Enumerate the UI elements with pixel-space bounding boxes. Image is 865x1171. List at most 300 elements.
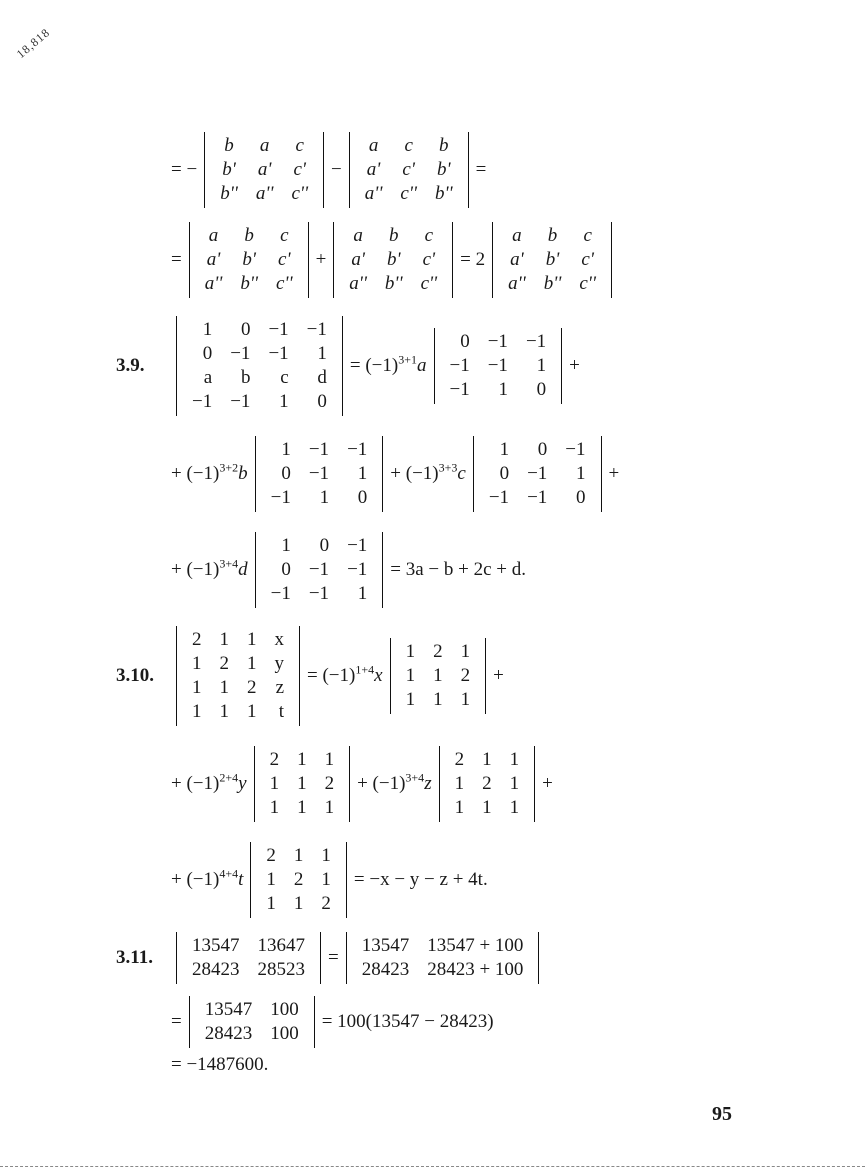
- exponent: 3+3: [438, 460, 458, 475]
- problem-3-9-line2: [168, 436, 622, 512]
- determinant-cell: 13547: [192, 935, 240, 956]
- block1-line1: [168, 132, 489, 208]
- determinant-row: [211, 134, 317, 158]
- determinant-row: [262, 486, 377, 510]
- determinant-grid: [196, 998, 308, 1046]
- determinant: [349, 132, 469, 208]
- determinant-cell: 100: [270, 1023, 299, 1044]
- determinant-cell: 1: [319, 487, 330, 508]
- plus-sign: +: [608, 463, 620, 484]
- exponent: 1+4: [355, 662, 375, 677]
- determinant-grid: [183, 628, 293, 724]
- determinant-cell: 1: [247, 653, 257, 674]
- determinant-cell: b'': [543, 273, 562, 294]
- determinant-cell: a': [510, 249, 524, 270]
- determinant-row: [446, 772, 529, 796]
- determinant-cell: −1: [449, 355, 470, 376]
- determinant-cell: a: [203, 367, 213, 388]
- equals-sign-power: [304, 662, 386, 687]
- determinant-cell: 1: [247, 701, 257, 722]
- determinant-row: [211, 182, 317, 206]
- determinant-cell: c'': [276, 273, 293, 294]
- block1-line1-prefix: = −: [171, 159, 198, 180]
- determinant-row: [196, 1022, 308, 1046]
- final-result: = −1487600.: [171, 1054, 269, 1075]
- determinant-cell: b: [547, 225, 558, 246]
- corner-stamp: 18,818: [13, 25, 53, 62]
- determinant-cell: 0: [357, 487, 368, 508]
- term-prefix: [168, 556, 251, 581]
- determinant-grid: [262, 438, 377, 510]
- determinant-cell: 2: [192, 629, 202, 650]
- determinant-cell: a: [353, 225, 363, 246]
- determinant-cell: a': [351, 249, 365, 270]
- determinant-cell: 1: [509, 797, 520, 818]
- determinant-row: [262, 438, 377, 462]
- determinant: [346, 932, 540, 984]
- determinant-row: [196, 272, 302, 296]
- determinant-cell: 1: [499, 439, 510, 460]
- determinant: [492, 222, 612, 298]
- determinant-row: [183, 934, 314, 958]
- determinant-cell: c: [295, 135, 304, 156]
- determinant-grid: [480, 438, 595, 510]
- determinant: [176, 626, 300, 726]
- determinant-cell: 1: [498, 379, 508, 400]
- determinant-cell: 2: [433, 641, 443, 662]
- determinant-cell: 100: [270, 999, 299, 1020]
- determinant-cell: 1: [482, 797, 492, 818]
- block1-line1-op: −: [331, 159, 342, 180]
- variable: a: [417, 355, 427, 376]
- expr-text: + (−1): [171, 869, 220, 890]
- determinant-row: [356, 134, 462, 158]
- determinant-cell: −1: [347, 439, 368, 460]
- determinant-cell: 1: [219, 701, 229, 722]
- determinant-row: [183, 366, 336, 390]
- determinant-cell: 1: [269, 797, 280, 818]
- problem-3-9-line1: [116, 316, 583, 416]
- plus-sign: +: [569, 355, 580, 376]
- determinant-cell: 1: [482, 749, 492, 770]
- determinant-cell: c'': [579, 273, 596, 294]
- determinant-cell: −1: [449, 379, 470, 400]
- result-text: = 100(13547 − 28423): [321, 1011, 494, 1032]
- determinant-row: [261, 772, 344, 796]
- determinant-row: [262, 558, 377, 582]
- determinant-cell: b: [439, 135, 449, 156]
- exponent: 3+1: [398, 352, 417, 367]
- determinant-cell: z: [275, 677, 284, 698]
- problem-3-11-line1: [116, 932, 543, 984]
- determinant-cell: b: [388, 225, 399, 246]
- problem-label: 3.11.: [116, 947, 153, 968]
- determinant: [255, 532, 384, 608]
- determinant-cell: 13547: [361, 935, 410, 956]
- determinant-cell: c': [278, 249, 291, 270]
- determinant-cell: 1: [297, 773, 307, 794]
- determinant-cell: 1: [279, 391, 289, 412]
- block1-line2-op1: +: [315, 249, 327, 270]
- determinant-row: [183, 390, 336, 414]
- block1-line2-op2: = 2: [460, 249, 486, 270]
- plus-sign: +: [493, 665, 504, 686]
- determinant-row: [441, 378, 556, 402]
- term-prefix: [168, 770, 250, 795]
- determinant-row: [211, 158, 317, 182]
- determinant-row: [183, 628, 293, 652]
- determinant-cell: 1: [460, 641, 471, 662]
- term-prefix: [168, 460, 251, 485]
- determinant-row: [340, 272, 446, 296]
- determinant-row: [196, 998, 308, 1022]
- determinant-cell: −1: [308, 463, 330, 484]
- determinant-cell: a': [206, 249, 221, 270]
- equals-sign: =: [328, 947, 339, 968]
- determinant-cell: 0: [460, 331, 470, 352]
- determinant-grid: [262, 534, 377, 606]
- determinant-cell: 1: [192, 653, 202, 674]
- determinant-cell: 1: [321, 845, 331, 866]
- determinant-cell: 13547: [204, 999, 253, 1020]
- determinant-cell: a: [259, 135, 270, 156]
- determinant-row: [446, 796, 529, 820]
- determinant-cell: 0: [319, 535, 330, 556]
- determinant-row: [183, 676, 293, 700]
- determinant-cell: 1: [247, 629, 257, 650]
- block1-line2: [168, 222, 616, 298]
- determinant-cell: −1: [527, 487, 548, 508]
- determinant: [176, 932, 321, 984]
- determinant-cell: −1: [487, 355, 508, 376]
- determinant-cell: −1: [230, 343, 251, 364]
- determinant-cell: a'': [349, 273, 367, 294]
- determinant-cell: c: [424, 225, 434, 246]
- determinant-cell: a': [366, 159, 381, 180]
- determinant-cell: d: [317, 367, 327, 388]
- bottom-divider: [0, 1166, 865, 1167]
- determinant: [204, 132, 324, 208]
- determinant-row: [183, 700, 293, 724]
- determinant-cell: 0: [202, 343, 213, 364]
- expr-text: + (−1): [390, 463, 439, 484]
- variable: c: [457, 463, 466, 484]
- determinant-cell: b'': [220, 183, 238, 204]
- determinant-cell: 0: [537, 439, 548, 460]
- determinant-row: [356, 182, 462, 206]
- determinant-cell: −1: [270, 487, 291, 508]
- determinant-row: [183, 342, 336, 366]
- determinant-cell: 1: [281, 535, 291, 556]
- determinant-cell: 1: [266, 869, 276, 890]
- determinant-cell: 1: [433, 665, 443, 686]
- determinant: [473, 436, 602, 512]
- determinant-grid: [353, 934, 533, 982]
- determinant-cell: 2: [219, 653, 229, 674]
- determinant-row: [480, 438, 595, 462]
- determinant-cell: 28423: [361, 959, 410, 980]
- term-prefix: [354, 770, 435, 795]
- variable: x: [374, 665, 383, 686]
- determinant-cell: 1: [192, 677, 202, 698]
- determinant-cell: 1: [536, 355, 547, 376]
- determinant-grid: [499, 224, 605, 296]
- determinant-cell: 0: [536, 379, 547, 400]
- determinant-cell: c: [404, 135, 413, 156]
- result-text: = −x − y − z + 4t.: [353, 869, 488, 890]
- determinant-cell: 1: [454, 797, 465, 818]
- problem-3-11-line2: [168, 996, 497, 1048]
- determinant-cell: 0: [499, 463, 510, 484]
- block1-line1-suffix: =: [475, 159, 487, 180]
- determinant-cell: 1: [324, 797, 335, 818]
- determinant-grid: [446, 748, 529, 820]
- determinant-cell: c'': [291, 183, 309, 204]
- determinant-cell: b': [545, 249, 560, 270]
- determinant: [333, 222, 453, 298]
- determinant-grid: [397, 640, 480, 712]
- determinant-cell: 1: [324, 749, 335, 770]
- determinant-cell: −1: [268, 319, 289, 340]
- expr-text: + (−1): [357, 773, 406, 794]
- determinant-cell: 2: [482, 773, 492, 794]
- determinant-cell: c'': [420, 273, 438, 294]
- determinant-cell: 13547 + 100: [427, 935, 524, 956]
- block1-line2-prefix: =: [171, 249, 182, 270]
- determinant-cell: 1: [202, 319, 213, 340]
- plus-sign: +: [542, 773, 553, 794]
- exponent: 4+4: [219, 866, 239, 881]
- determinant-row: [353, 934, 533, 958]
- determinant: [189, 996, 315, 1048]
- determinant-cell: 1: [317, 343, 327, 364]
- determinant-cell: b'': [240, 273, 258, 294]
- determinant-cell: 1: [293, 893, 304, 914]
- determinant: [254, 746, 351, 822]
- determinant-cell: b'': [384, 273, 403, 294]
- determinant-row: [441, 330, 556, 354]
- determinant-row: [480, 462, 595, 486]
- expr-text: + (−1): [171, 463, 220, 484]
- determinant-cell: 1: [509, 749, 520, 770]
- determinant: [176, 316, 343, 416]
- determinant-cell: 1: [576, 463, 586, 484]
- determinant-cell: 1: [321, 869, 331, 890]
- determinant-grid: [183, 318, 336, 414]
- variable: b: [238, 463, 248, 484]
- determinant-cell: 1: [405, 641, 416, 662]
- determinant-row: [183, 318, 336, 342]
- determinant-row: [261, 748, 344, 772]
- determinant-cell: a'': [508, 273, 526, 294]
- determinant-cell: a: [368, 135, 379, 156]
- determinant-cell: 1: [192, 701, 202, 722]
- determinant-cell: −1: [565, 439, 586, 460]
- determinant-cell: 1: [266, 893, 276, 914]
- determinant-cell: 1: [357, 583, 368, 604]
- exponent: 3+4: [219, 556, 239, 571]
- determinant-cell: a': [257, 159, 272, 180]
- determinant-row: [261, 796, 344, 820]
- determinant-cell: b': [386, 249, 401, 270]
- determinant-cell: 1: [405, 689, 416, 710]
- determinant-cell: −1: [230, 391, 251, 412]
- determinant-cell: b: [244, 225, 254, 246]
- determinant-cell: 28523: [257, 959, 305, 980]
- determinant-cell: a: [208, 225, 219, 246]
- determinant-row: [183, 652, 293, 676]
- determinant-cell: −1: [525, 331, 547, 352]
- determinant-row: [196, 248, 302, 272]
- problem-3-9-line3: [168, 532, 529, 608]
- term-prefix: [168, 866, 246, 891]
- determinant-cell: c': [402, 159, 415, 180]
- result-text: = 3a − b + 2c + d.: [390, 559, 527, 580]
- determinant: [439, 746, 536, 822]
- determinant-cell: a'': [204, 273, 223, 294]
- determinant-cell: x: [274, 629, 284, 650]
- determinant: [189, 222, 309, 298]
- determinant-row: [356, 158, 462, 182]
- determinant-row: [499, 248, 605, 272]
- determinant-cell: 1: [509, 773, 520, 794]
- determinant-row: [480, 486, 595, 510]
- determinant-cell: b': [436, 159, 451, 180]
- determinant-cell: 2: [324, 773, 335, 794]
- problem-label: 3.10.: [116, 665, 154, 686]
- determinant-cell: −1: [306, 319, 327, 340]
- expr-text: + (−1): [171, 559, 220, 580]
- page-number: 95: [712, 1103, 732, 1125]
- determinant-cell: 1: [281, 439, 291, 460]
- determinant-grid: [340, 224, 446, 296]
- determinant-row: [499, 272, 605, 296]
- determinant-cell: 1: [269, 773, 280, 794]
- equals-sign: =: [171, 1011, 182, 1032]
- determinant-cell: 1: [433, 689, 443, 710]
- determinant-grid: [211, 134, 317, 206]
- expr-text: + (−1): [171, 773, 220, 794]
- determinant-row: [262, 534, 377, 558]
- determinant-cell: 2: [266, 845, 276, 866]
- determinant-row: [196, 224, 302, 248]
- determinant-cell: c': [422, 249, 436, 270]
- determinant-cell: 1: [219, 629, 229, 650]
- determinant-cell: 1: [293, 845, 304, 866]
- determinant-cell: 2: [247, 677, 257, 698]
- determinant-cell: 0: [240, 319, 251, 340]
- determinant-cell: b'': [434, 183, 453, 204]
- determinant-row: [262, 582, 377, 606]
- determinant-cell: a'': [364, 183, 383, 204]
- determinant-cell: b': [222, 159, 236, 180]
- determinant-cell: b: [224, 135, 234, 156]
- determinant-row: [257, 868, 340, 892]
- determinant: [390, 638, 487, 714]
- determinant-cell: 1: [454, 773, 465, 794]
- determinant-cell: −1: [270, 583, 291, 604]
- determinant-cell: 1: [297, 797, 307, 818]
- determinant-cell: c: [280, 225, 289, 246]
- determinant-row: [340, 224, 446, 248]
- determinant-row: [340, 248, 446, 272]
- determinant-cell: −1: [527, 463, 548, 484]
- variable: t: [238, 869, 244, 890]
- problem-3-11-line3: [168, 1054, 271, 1076]
- determinant-grid: [441, 330, 556, 402]
- exponent: 3+4: [405, 770, 425, 785]
- determinant-cell: 1: [219, 677, 229, 698]
- determinant-cell: −1: [347, 535, 368, 556]
- determinant-cell: c: [583, 225, 592, 246]
- determinant: [434, 328, 563, 404]
- determinant-row: [446, 748, 529, 772]
- determinant-cell: 1: [460, 689, 471, 710]
- determinant-cell: a'': [255, 183, 274, 204]
- determinant-cell: 2: [460, 665, 471, 686]
- determinant-cell: 2: [269, 749, 280, 770]
- exponent: 3+2: [219, 460, 239, 475]
- determinant-cell: t: [278, 701, 284, 722]
- determinant-cell: c': [581, 249, 594, 270]
- determinant-grid: [183, 934, 314, 982]
- problem-3-10-line3: [168, 842, 491, 918]
- determinant-grid: [196, 224, 302, 296]
- determinant-cell: 13647: [257, 935, 305, 956]
- exponent: 2+4: [219, 770, 239, 785]
- determinant-cell: 1: [357, 463, 368, 484]
- determinant-cell: c'': [400, 183, 417, 204]
- determinant-cell: 0: [281, 463, 291, 484]
- determinant: [255, 436, 384, 512]
- determinant-cell: 28423: [192, 959, 240, 980]
- equals-sign-power: [347, 352, 430, 377]
- determinant-cell: c: [280, 367, 289, 388]
- determinant-cell: 0: [576, 487, 586, 508]
- problem-3-10-line2: [168, 746, 556, 822]
- variable: d: [238, 559, 248, 580]
- determinant-cell: −1: [308, 559, 330, 580]
- determinant-cell: −1: [192, 391, 213, 412]
- determinant-cell: 1: [297, 749, 307, 770]
- determinant-row: [262, 462, 377, 486]
- determinant: [250, 842, 347, 918]
- determinant-cell: 2: [321, 893, 331, 914]
- determinant-row: [183, 958, 314, 982]
- determinant-row: [499, 224, 605, 248]
- variable: y: [238, 773, 247, 794]
- expr-text: = (−1): [307, 665, 356, 686]
- determinant-row: [257, 892, 340, 916]
- expr-text: = (−1): [349, 355, 399, 376]
- determinant-cell: 1: [405, 665, 416, 686]
- determinant-cell: b': [242, 249, 256, 270]
- determinant-cell: 2: [293, 869, 304, 890]
- determinant-cell: c': [293, 159, 306, 180]
- variable: z: [424, 773, 432, 794]
- determinant-grid: [356, 134, 462, 206]
- determinant-grid: [257, 844, 340, 916]
- determinant-cell: −1: [347, 559, 368, 580]
- determinant-row: [257, 844, 340, 868]
- problem-3-10-line1: [116, 626, 507, 726]
- determinant-row: [441, 354, 556, 378]
- determinant-cell: −1: [488, 487, 510, 508]
- determinant-cell: b: [240, 367, 251, 388]
- determinant-cell: 28423 + 100: [427, 959, 524, 980]
- determinant-cell: 0: [317, 391, 327, 412]
- determinant-cell: 0: [281, 559, 291, 580]
